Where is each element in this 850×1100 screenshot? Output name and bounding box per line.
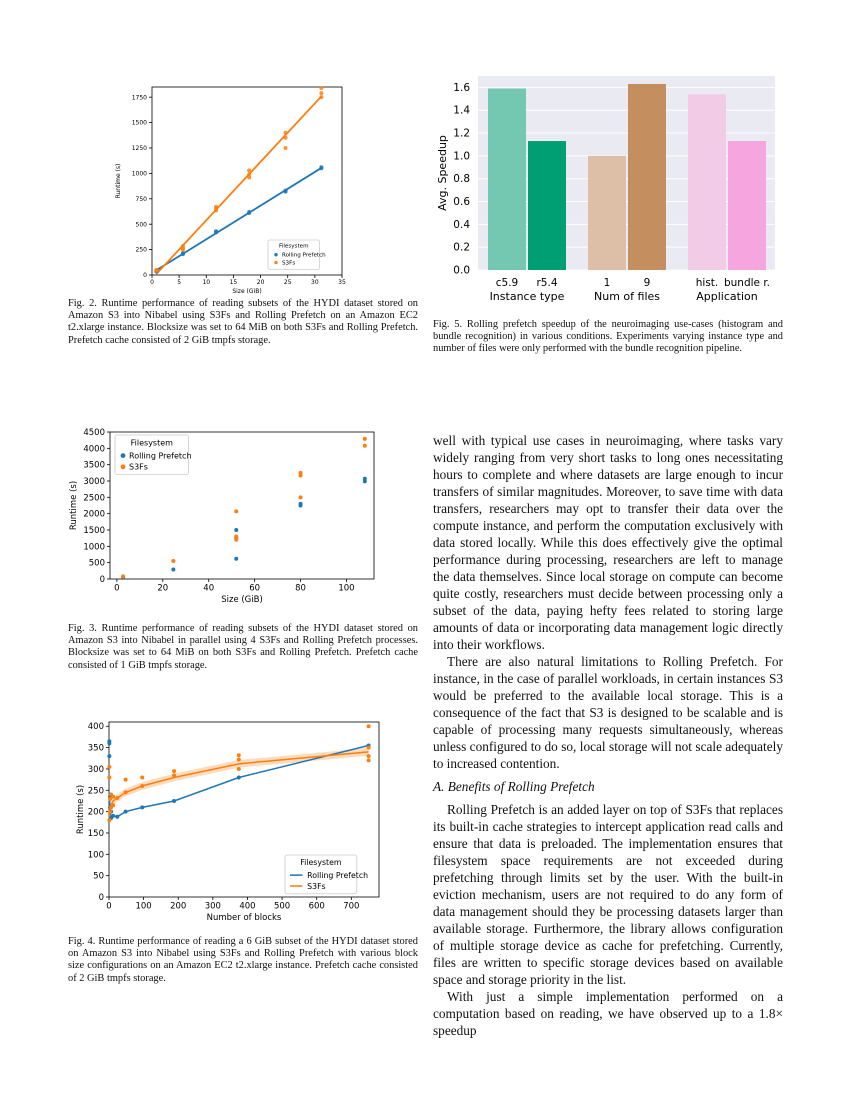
x-tick-label: 15 — [229, 279, 238, 286]
rolling-prefetch-point — [319, 165, 323, 169]
rolling-prefetch-point — [115, 815, 119, 819]
s3fs-point — [319, 95, 323, 99]
s3fs-point — [367, 754, 371, 758]
legend-swatch-s3fs — [274, 261, 277, 264]
legend-swatch-rolling-prefetch — [121, 453, 126, 458]
legend-swatch-rolling-prefetch — [274, 253, 277, 256]
group-label: Instance type — [489, 290, 565, 303]
y-tick-label: 1750 — [131, 94, 147, 102]
y-tick-label: 250 — [135, 246, 147, 254]
y-tick-label: 50 — [93, 871, 104, 882]
legend-swatch-s3fs — [121, 464, 126, 469]
y-tick-label: 200 — [87, 807, 104, 818]
y-tick-label: 1000 — [131, 170, 147, 178]
x-tick-label: 1 — [603, 277, 611, 289]
rolling-prefetch-point — [363, 477, 367, 481]
fig2 — [105, 82, 355, 297]
x-tick-label: 40 — [203, 583, 215, 594]
s3fs-point — [367, 724, 371, 728]
fig3 — [68, 420, 378, 612]
s3fs-point — [108, 810, 112, 814]
y-tick-label: 0.2 — [453, 241, 470, 254]
y-tick-label: 300 — [87, 764, 104, 775]
y-tick-label: 3000 — [83, 476, 105, 487]
s3fs-point — [319, 91, 323, 95]
s3fs-point — [121, 574, 125, 578]
paragraph-4: With just a simple implementation performed on a computation based on reading, we have observed up to a 1.8× speedup — [433, 989, 783, 1038]
s3fs-point — [111, 795, 115, 799]
fig5 — [432, 72, 787, 310]
y-axis-label: Runtime (s) — [69, 480, 79, 531]
s3fs-point — [234, 509, 238, 513]
paragraph-1: well with typical use cases in neuroimaging, where tasks vary widely ranging from very short tasks to long ones necessitating hours to complete and where datasets are large enough to incur transfers of similar magnitudes. Moreover, to save time with data transfers, researchers may opt to transfer their data over the compute instance, and perform the computation exclusively with data stored locally. While this does effectively give the optimal performance during processing, researchers are left to manage the data themselves. Since local storage on compute can become quite costly, researchers must decide between processing only a subset of the data, paying hefty fees related to storing large amounts of data or incorporating data management logic directly into their workflows. — [433, 433, 783, 652]
s3fs-point — [172, 769, 176, 773]
y-tick-label: 0.0 — [453, 264, 470, 277]
x-tick-label: c5.9 — [495, 277, 519, 289]
rolling-prefetch-point — [124, 810, 128, 814]
x-tick-label: 100 — [338, 583, 355, 594]
group-label: Num of files — [594, 290, 660, 303]
x-axis-label: Size (GiB) — [232, 288, 262, 295]
y-tick-label: 1.6 — [453, 81, 470, 94]
x-tick-label: 20 — [157, 583, 169, 594]
x-tick-label: 100 — [135, 901, 152, 912]
fig4 — [72, 717, 382, 927]
s3fs-point — [284, 146, 288, 150]
rolling-prefetch-point — [171, 568, 175, 572]
fig5-caption: Fig. 5. Rolling prefetch speedup of the neuroimaging use-cases (histogram and bundle recognition) in various conditions. Experiments varying instance type and number of files were only performed with the bundle recognition pipeline. — [433, 319, 783, 355]
s3fs-point — [124, 790, 128, 794]
y-tick-label: 1250 — [131, 145, 147, 153]
rolling-prefetch-point — [111, 814, 115, 818]
x-tick-label: 600 — [308, 901, 325, 912]
legend-label: S3Fs — [307, 881, 326, 891]
x-tick-label: 200 — [170, 901, 187, 912]
x-tick-label: 80 — [295, 583, 306, 594]
fig4-caption: Fig. 4. Runtime performance of reading a 6 GiB subset of the HYDI dataset stored on Amazon S3 into Nibabel using S3Fs and Rolling Prefetch with various block size configurations on an Amazon EC2 t2.xlarge instance. Prefetch cache consisted of 2 GiB tmpfs storage. — [68, 936, 418, 984]
s3fs-point — [284, 131, 288, 135]
x-tick-label: 5 — [177, 279, 182, 286]
x-tick-label: 400 — [239, 901, 256, 912]
body-column — [433, 432, 783, 1039]
bar — [528, 141, 566, 270]
y-tick-label: 2500 — [83, 493, 105, 504]
y-tick-label: 1.4 — [453, 104, 470, 117]
x-tick-label: 30 — [311, 279, 319, 286]
s3fs-point — [107, 818, 111, 822]
y-tick-label: 1.2 — [453, 127, 470, 140]
s3fs-point — [140, 784, 144, 788]
x-tick-label: 300 — [204, 901, 221, 912]
rolling-prefetch-point — [181, 251, 185, 255]
x-tick-label: 0 — [114, 583, 120, 594]
y-tick-label: 0.4 — [453, 218, 470, 231]
y-tick-label: 0.8 — [453, 173, 470, 186]
s3fs-point — [299, 495, 303, 499]
rolling-prefetch-point — [107, 741, 111, 745]
y-tick-label: 4500 — [83, 427, 105, 438]
x-tick-label: 60 — [249, 583, 261, 594]
s3fs-point — [299, 471, 303, 475]
y-axis-label: Avg. Speedup — [436, 135, 449, 211]
s3fs-point — [107, 765, 111, 769]
bar — [488, 89, 526, 270]
group-label: Application — [696, 290, 758, 303]
rolling-prefetch-point — [247, 210, 251, 214]
rolling-prefetch-point — [172, 799, 176, 803]
rolling-prefetch-point — [214, 229, 218, 233]
section-heading: A. Benefits of Rolling Prefetch — [433, 779, 595, 794]
legend-label: Rolling Prefetch — [307, 870, 369, 880]
y-tick-label: 0 — [98, 892, 104, 903]
fig2-caption: Fig. 2. Runtime performance of reading subsets of the HYDI dataset stored on Amazon S3 into Nibabel using S3Fs and Rolling Prefetch on an Amazon EC2 t2.xlarge instance. Blocksize was set to 64 MiB on both S3Fs and Rolling Prefetch. Prefetch cache consisted of 2 GiB tmpfs storage. — [68, 298, 418, 346]
s3fs-point — [247, 168, 251, 172]
x-tick-label: 500 — [273, 901, 291, 912]
fig3-chart — [68, 420, 378, 612]
s3fs-point — [181, 244, 185, 248]
y-tick-label: 0 — [143, 272, 147, 280]
y-tick-label: 1500 — [83, 525, 105, 536]
s3fs-point — [247, 172, 251, 176]
paragraph-3: Rolling Prefetch is an added layer on top of S3Fs that replaces its built-in cache strategies to intercept application read calls and ensure that data is preloaded. The implementation ensures that filesystem space requirements are not exceeded during prefetching through limits set by the user. With the built-in eviction mechanism, users are not required to do any form of data management should they be processing datasets larger than available storage. Furthermore, the library allows configuration of multiple storage device as cache for prefetching. Currently, files are written to specific storage devices based on available space and storage priority in the list. — [433, 802, 783, 987]
legend-title: Filesystem — [300, 858, 342, 868]
s3fs-point — [140, 775, 144, 779]
y-axis-label: Runtime (s) — [115, 163, 122, 199]
y-tick-label: 500 — [135, 221, 147, 229]
legend-label: Rolling Prefetch — [282, 252, 326, 259]
x-tick-label: 0 — [150, 279, 154, 286]
y-tick-label: 250 — [87, 786, 104, 797]
y-tick-label: 2000 — [83, 509, 105, 520]
bar — [728, 141, 766, 270]
y-tick-label: 350 — [87, 743, 104, 754]
bar — [688, 94, 726, 270]
bar — [628, 84, 666, 270]
bar — [588, 156, 626, 270]
s3fs-point — [367, 746, 371, 750]
s3fs-point — [367, 758, 371, 762]
s3fs-point — [363, 444, 367, 448]
x-tick-label: 20 — [256, 279, 265, 286]
x-tick-label: r5.4 — [536, 277, 558, 289]
y-tick-label: 1500 — [131, 119, 147, 127]
legend-title: Filesystem — [130, 438, 173, 448]
rolling-prefetch-point — [237, 775, 241, 779]
y-tick-label: 750 — [135, 195, 147, 203]
y-tick-label: 150 — [87, 828, 104, 839]
rolling-prefetch-point — [284, 189, 288, 193]
x-axis-label: Size (GiB) — [221, 595, 263, 605]
x-tick-label: 9 — [643, 277, 651, 289]
x-tick-label: 25 — [283, 279, 292, 286]
y-tick-label: 0 — [99, 574, 105, 585]
y-axis-label: Runtime (s) — [76, 784, 86, 835]
s3fs-point — [111, 803, 115, 807]
x-tick-label: 700 — [343, 901, 360, 912]
rolling-prefetch-point — [107, 754, 111, 758]
y-tick-label: 500 — [88, 558, 105, 569]
legend-label: Rolling Prefetch — [129, 451, 192, 461]
s3fs-point — [124, 778, 128, 782]
s3fs-point — [237, 767, 241, 771]
x-axis-label: Number of blocks — [206, 913, 282, 923]
s3fs-point — [237, 753, 241, 757]
rolling-prefetch-point — [234, 528, 238, 532]
legend-label: S3Fs — [129, 462, 148, 472]
x-tick-label: bundle r. — [723, 277, 771, 289]
legend-label: S3Fs — [282, 260, 296, 267]
fig4-chart — [72, 717, 382, 927]
fig5-chart — [432, 72, 787, 310]
rolling-prefetch-point — [299, 502, 303, 506]
s3fs-point — [319, 86, 323, 90]
s3fs-point — [237, 758, 241, 762]
fig2-chart — [105, 82, 355, 297]
x-tick-label: hist. — [695, 277, 719, 289]
y-tick-label: 4000 — [83, 444, 105, 455]
y-tick-label: 1.0 — [453, 150, 470, 163]
paragraph-2: There are also natural limitations to Rolling Prefetch. For instance, in the case of parallel workloads, in certain instances S3 would be preferred to the available local storage. This is a consequence of the fact that S3 is designed to be scalable and is capable of processing many requests simultaneously, whereas unless configured to do so, local storage will not scale adequately to increased contention. — [433, 654, 783, 771]
s3fs-point — [115, 796, 119, 800]
y-tick-label: 3500 — [83, 460, 105, 471]
s3fs-point — [154, 268, 158, 272]
y-tick-label: 1000 — [83, 542, 105, 553]
s3fs-point — [284, 136, 288, 140]
y-tick-label: 100 — [87, 850, 104, 861]
s3fs-point — [172, 773, 176, 777]
s3fs-point — [107, 775, 111, 779]
s3fs-point — [171, 559, 175, 563]
y-tick-label: 400 — [87, 722, 104, 733]
x-tick-label: 10 — [202, 279, 211, 286]
x-tick-label: 35 — [338, 279, 346, 286]
legend-title: Filesystem — [278, 243, 309, 250]
x-tick-label: 0 — [106, 901, 112, 912]
fig3-caption: Fig. 3. Runtime performance of reading subsets of the HYDI dataset stored on Amazon S3 into Nibabel in parallel using 4 S3Fs and Rolling Prefetch processes. Blocksize was set to 64 MiB on both S3Fs and Rolling Prefetch. Prefetch cache consisted of 1 GiB tmpfs storage. — [68, 623, 418, 671]
rolling-prefetch-point — [140, 805, 144, 809]
y-tick-label: 0.6 — [453, 196, 470, 209]
rolling-prefetch-point — [234, 557, 238, 561]
s3fs-point — [363, 437, 367, 441]
s3fs-point — [234, 535, 238, 539]
s3fs-point — [214, 205, 218, 209]
